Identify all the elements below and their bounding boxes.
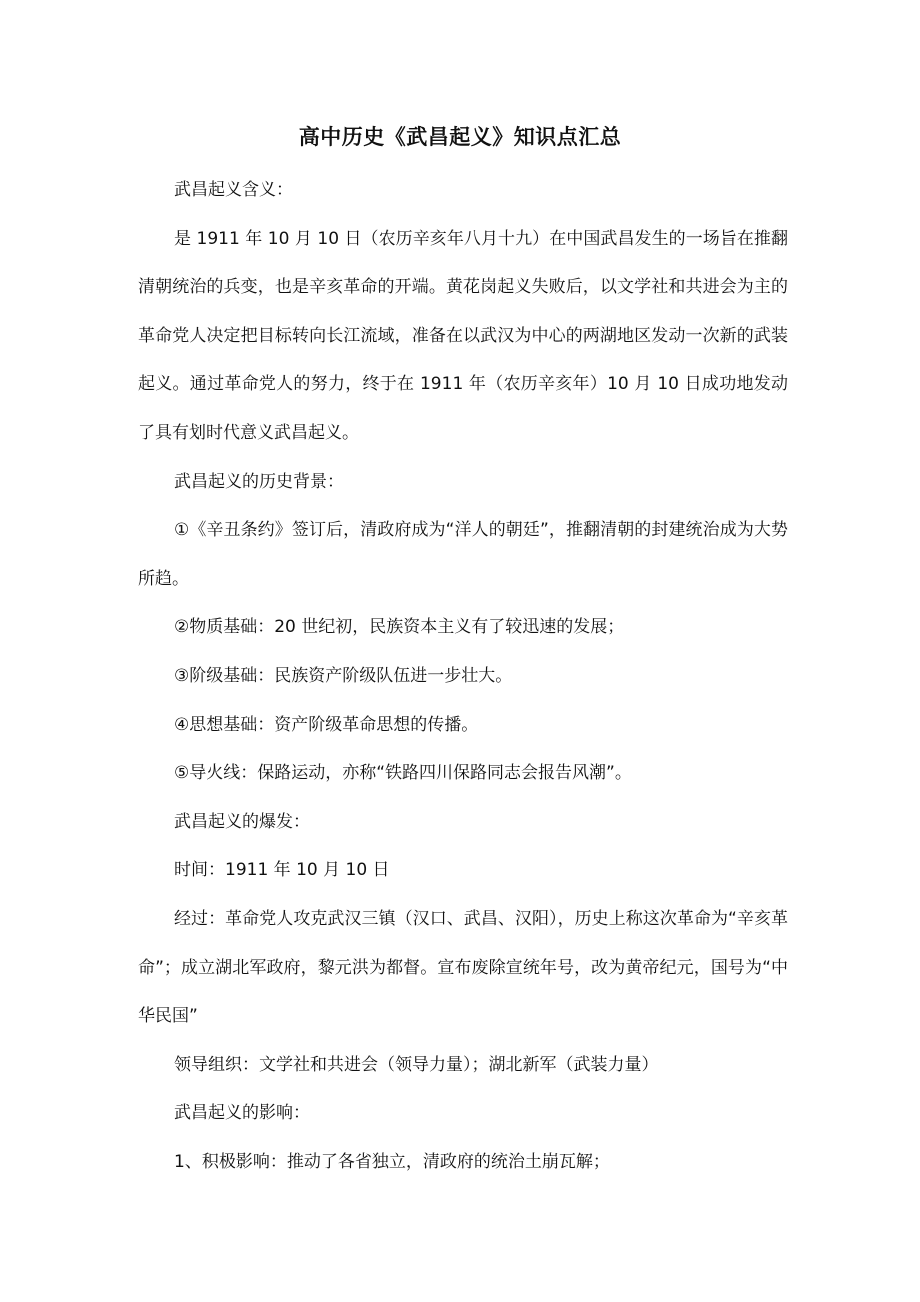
- heading-outbreak: 武昌起义的爆发：: [174, 811, 310, 832]
- document-body: [138, 166, 788, 1186]
- background-item-5: ⑤导火线：保路运动，亦称“铁路四川保路同志会报告风潮”。: [174, 763, 632, 784]
- background-item-3: ③阶级基础：民族资产阶级队伍进一步壮大。: [174, 665, 513, 686]
- impact-item-1: 1、积极影响：推动了各省独立，清政府的统治土崩瓦解；: [174, 1151, 610, 1172]
- heading-meaning: 武昌起义含义：: [174, 180, 293, 200]
- heading-impact: 武昌起义的影响：: [174, 1103, 310, 1124]
- document-title: 高中历史《武昌起义》知识点汇总: [298, 125, 622, 149]
- outbreak-time: 时间：1911 年 10 月 10 日: [174, 860, 390, 881]
- heading-background: 武昌起义的历史背景：: [174, 471, 344, 492]
- paragraph-meaning: 是 1911 年 10 月 10 日（农历辛亥年八月十九）在中国武昌发生的一场旨在推翻清朝统治的兵变，也是辛亥革命的开端。黄花岗起义失败后，以文学社和共进会为主的革命党人决定把目标转向长江流域，准备在以武汉为中心的两湖地区发动一次新的武装起义。通过革命党人的努力，终于在 1911 年（农历辛亥年）10 月 10 日成功地发动了具有划时代意义武昌起义。: [138, 228, 788, 443]
- background-item-1: ①《辛丑条约》签订后，清政府成为“洋人的朝廷”，推翻清朝的封建统治成为大势所趋。: [138, 520, 788, 589]
- background-item-4: ④思想基础：资产阶级革命思想的传播。: [174, 714, 479, 735]
- outbreak-leadership: 领导组织：文学社和共进会（领导力量）；湖北新军（武装力量）: [174, 1054, 659, 1075]
- background-item-2: ②物质基础：20 世纪初，民族资本主义有了较迅速的发展；: [174, 617, 625, 638]
- outbreak-process: 经过：革命党人攻克武汉三镇（汉口、武昌、汉阳），历史上称这次革命为“辛亥革命”；成立湖北军政府，黎元洪为都督。宣布废除宣统年号，改为黄帝纪元，国号为“中华民国”: [138, 908, 788, 1027]
